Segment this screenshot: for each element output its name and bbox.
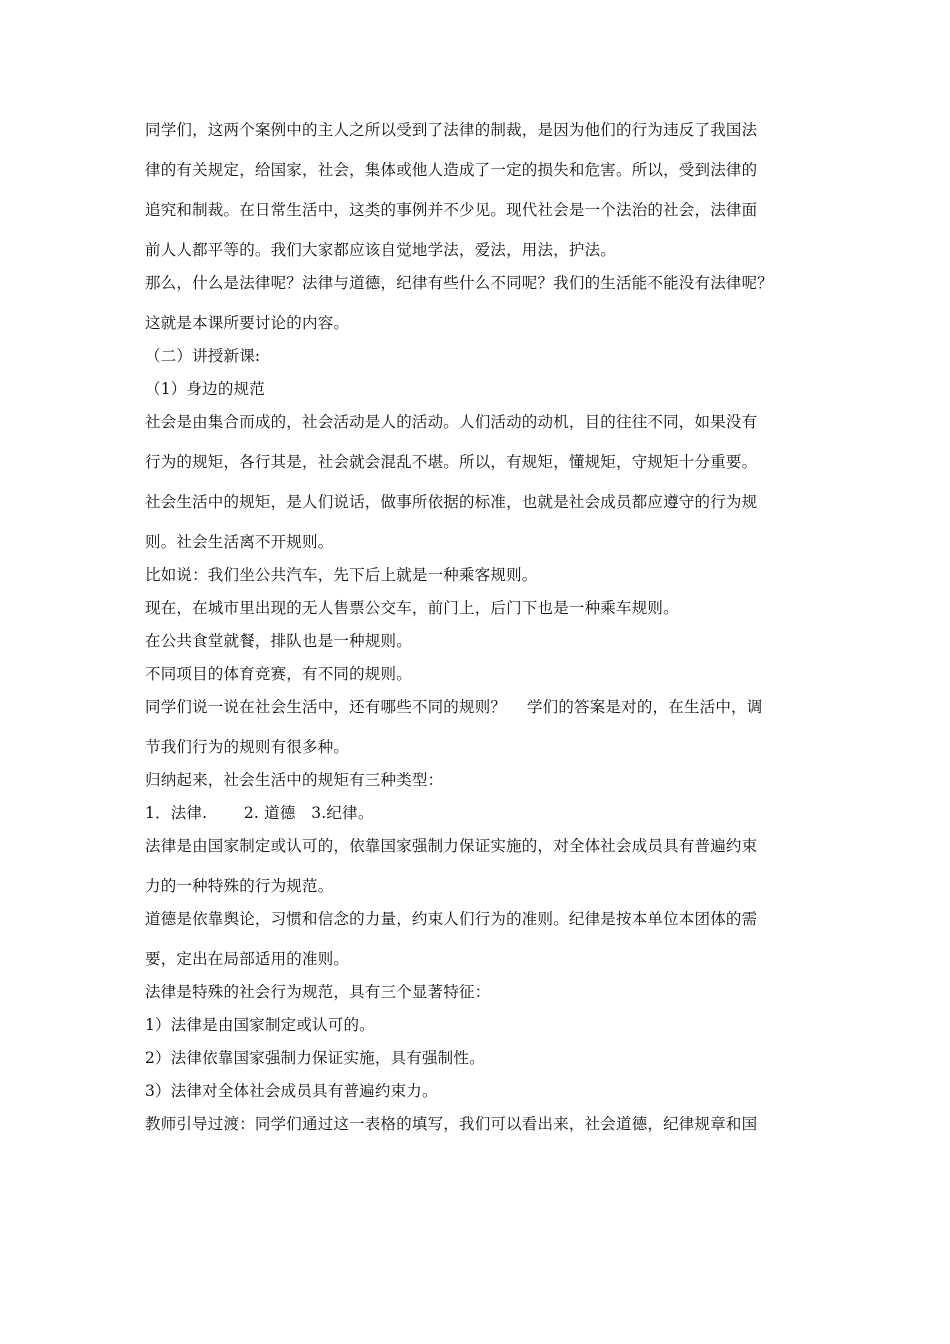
text-line: 法律是特殊的社会行为规范，具有三个显著特征： xyxy=(145,983,491,1001)
text-line: 同学们说一说在社会生活中，还有哪些不同的规则？ 学们的答案是对的，在生活中，调 xyxy=(145,698,763,716)
text-line: 在公共食堂就餐，排队也是一种规则。 xyxy=(145,632,412,650)
section-heading: （二）讲授新课: xyxy=(145,347,261,365)
text-line: 前人人都平等的。我们大家都应该自觉地学法，爱法，用法，护法。 xyxy=(145,241,617,259)
list-line: 1．法律. 2. 道德 3.纪律。 xyxy=(145,804,374,822)
text-line: 那么，什么是法律呢？法律与道德，纪律有些什么不同呢？我们的生活能不能没有法律呢？ xyxy=(145,274,774,292)
text-line: 社会生活中的规矩，是人们说话，做事所依据的标准，也就是社会成员都应遵守的行为规 xyxy=(145,493,758,511)
text-line: 教师引导过渡：同学们通过这一表格的填写，我们可以看出来，社会道德，纪律规章和国 xyxy=(145,1115,758,1133)
text-line: 比如说：我们坐公共汽车，先下后上就是一种乘客规则。 xyxy=(145,566,538,584)
text-line: 行为的规矩，各行其是，社会就会混乱不堪。所以，有规矩，懂规矩，守规矩十分重要。 xyxy=(145,453,758,471)
text-line: 力的一种特殊的行为规范。 xyxy=(145,877,334,895)
text-line: 要，定出在局部适用的准则。 xyxy=(145,950,350,968)
list-item: 3）法律对全体社会成员具有普遍约束力。 xyxy=(145,1082,438,1100)
text-line: 法律是由国家制定或认可的，依靠国家强制力保证实施的，对全体社会成员具有普遍约束 xyxy=(145,837,758,855)
text-line: 追究和制裁。在日常生活中，这类的事例并不少见。现代社会是一个法治的社会，法律面 xyxy=(145,201,758,219)
list-item: 1）法律是由国家制定或认可的。 xyxy=(145,1016,375,1034)
text-line: 律的有关规定，给国家，社会，集体或他人造成了一定的损失和危害。所以，受到法律的 xyxy=(145,161,758,179)
document-body xyxy=(145,120,809,1134)
text-line: 不同项目的体育竞赛，有不同的规则。 xyxy=(145,665,412,683)
text-line: 节我们行为的规则有很多种。 xyxy=(145,738,350,756)
text-line: 同学们，这两个案例中的主人之所以受到了法律的制裁，是因为他们的行为违反了我国法 xyxy=(145,121,758,139)
text-line: 现在，在城市里出现的无人售票公交车，前门上，后门下也是一种乘车规则。 xyxy=(145,599,679,617)
text-line: 社会是由集合而成的，社会活动是人的活动。人们活动的动机，目的往往不同，如果没有 xyxy=(145,413,758,431)
subsection-heading: （1）身边的规范 xyxy=(145,380,265,398)
list-item: 2）法律依靠国家强制力保证实施，具有强制性。 xyxy=(145,1049,485,1067)
text-line: 道德是依靠舆论，习惯和信念的力量，约束人们行为的准则。纪律是按本单位本团体的需 xyxy=(145,910,758,928)
text-line: 这就是本课所要讨论的内容。 xyxy=(145,314,350,332)
text-line: 归纳起来，社会生活中的规矩有三种类型： xyxy=(145,771,444,789)
text-line: 则。社会生活离不开规则。 xyxy=(145,533,334,551)
